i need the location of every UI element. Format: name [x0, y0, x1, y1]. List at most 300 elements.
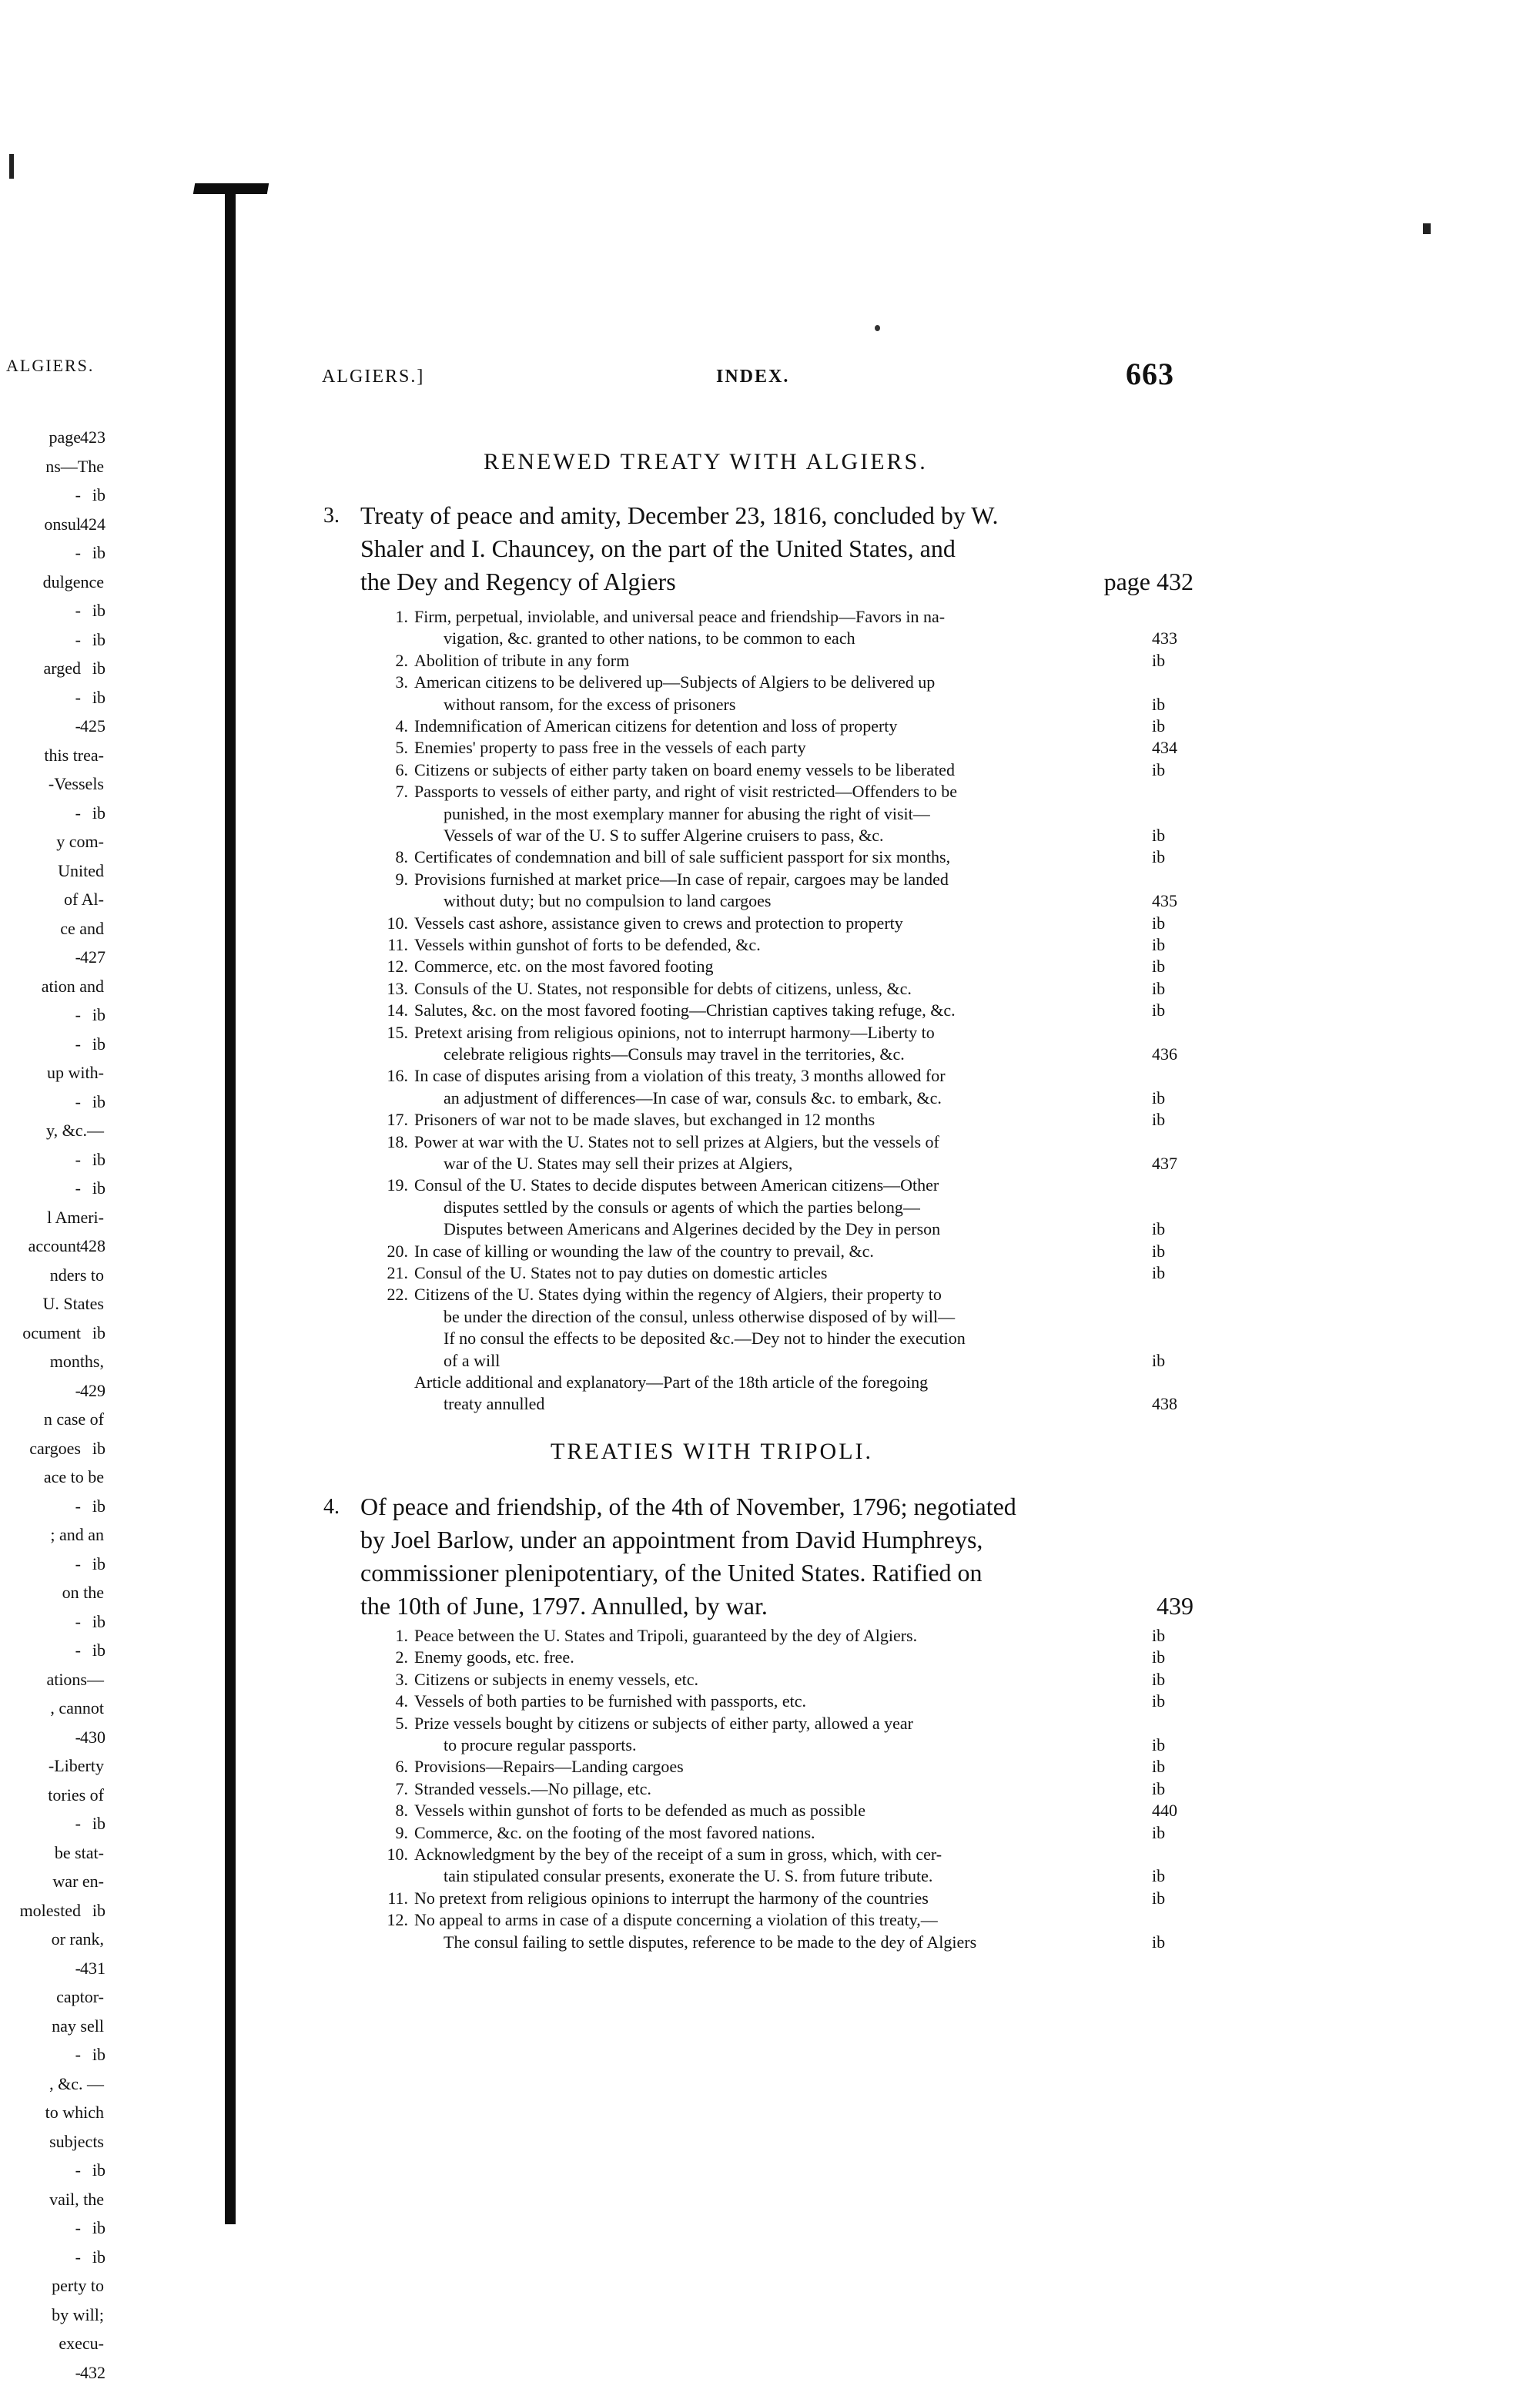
left-page-fragment — [0, 630, 104, 653]
article-text-line: Provisions furnished at market price—In case of repair, cargoes may be landed — [414, 869, 949, 889]
article-item — [377, 846, 1186, 868]
article-page-ref: ib — [1152, 1888, 1166, 1908]
left-page-fragment — [0, 1583, 104, 1606]
entry-text — [360, 1490, 1194, 1623]
entry-line: by Joel Barlow, under an appointment from David Humphreys, — [360, 1526, 983, 1553]
article-number: 9. — [395, 1822, 408, 1842]
left-page-fragment — [0, 2276, 104, 2299]
left-page-fragment — [0, 543, 104, 566]
article-number: 14. — [387, 1000, 408, 1020]
article-number: 11. — [387, 1888, 408, 1908]
left-fragment-text: - — [75, 2247, 81, 2267]
left-fragment-text: nders to — [49, 1265, 104, 1285]
article-item — [377, 1000, 1186, 1021]
left-fragment-ref: ib — [92, 2247, 105, 2267]
left-fragment-text: - — [75, 1380, 81, 1400]
article-number: 16. — [387, 1066, 408, 1086]
left-fragment-text: - — [75, 1958, 81, 1978]
left-page-fragment — [0, 977, 104, 1000]
entry-text — [360, 499, 1194, 598]
article-page-ref: ib — [1152, 1000, 1166, 1020]
left-page-fragment — [0, 688, 104, 711]
left-page-fragment — [0, 1728, 104, 1751]
left-fragment-text: by will; — [52, 2304, 104, 2324]
article-number: 1. — [395, 1626, 408, 1645]
left-page-fragment — [0, 2218, 104, 2241]
left-fragment-text: nay sell — [52, 2016, 104, 2036]
left-page-fragment — [0, 427, 104, 451]
entry-page-ref: 439 — [1157, 1592, 1194, 1620]
article-text-line: In case of disputes arising from a violation of this treaty, 3 months allowed for — [414, 1066, 946, 1086]
article-text-line: Abolition of tribute in any form — [414, 650, 630, 670]
left-page-fragment — [0, 1121, 104, 1144]
left-fragment-ref: ib — [92, 1438, 105, 1458]
left-page-fragment — [0, 1959, 104, 1982]
left-fragment-text: war en- — [52, 1872, 104, 1891]
left-page-fragment — [0, 1063, 104, 1086]
article-item — [377, 1909, 1186, 1953]
article-text-line: Provisions—Repairs—Landing cargoes — [414, 1757, 684, 1777]
article-text-line: If no consul the effects to be deposited &c.—Dey not to hinder the execution — [444, 1329, 966, 1349]
left-page-fragment — [0, 1496, 104, 1520]
article-text-line: of a will — [444, 1350, 500, 1370]
article-page-ref: ib — [1152, 694, 1166, 714]
article-text-line: Consul of the U. States not to pay duties on domestic articles — [414, 1263, 828, 1282]
left-fragment-text: -Liberty — [48, 1756, 104, 1775]
left-fragment-text: ; and an — [50, 1525, 104, 1544]
left-fragment-text: on the — [62, 1583, 104, 1602]
article-text-line: American citizens to be delivered up—Subjects of Algiers to be delivered up — [414, 672, 936, 692]
left-page-fragment — [0, 1236, 104, 1259]
left-fragment-text: dulgence — [42, 571, 104, 591]
entry-number: 3. — [323, 504, 340, 528]
article-text-line: Certificates of condemnation and bill of sale sufficient passport for six months, — [414, 847, 951, 867]
article-item — [377, 672, 1186, 715]
left-page-fragment — [0, 1640, 104, 1664]
ink-spot — [875, 325, 880, 331]
article-page-ref: ib — [1152, 759, 1166, 779]
article-page-ref: ib — [1152, 1219, 1166, 1239]
article-page-ref: ib — [1152, 825, 1166, 845]
article-text-line: Prisoners of war not to be made slaves, but exchanged in 12 months — [414, 1110, 875, 1130]
left-page-fragment — [0, 1005, 104, 1028]
left-fragment-text: ace to be — [43, 1467, 104, 1486]
left-page-fragment — [0, 919, 104, 942]
article-item — [377, 1691, 1186, 1712]
left-fragment-text: - — [75, 947, 81, 967]
left-fragment-ref: ib — [92, 601, 105, 620]
left-fragment-ref: ib — [92, 658, 105, 678]
left-fragment-ref: 430 — [80, 1727, 105, 1747]
left-fragment-text: arged — [43, 658, 81, 678]
left-fragment-ref: ib — [92, 1814, 105, 1833]
left-page-fragment — [0, 1987, 104, 2010]
article-item — [377, 606, 1186, 650]
section-heading-algiers: RENEWED TREATY WITH ALGIERS. — [484, 449, 928, 474]
left-fragment-text: - — [75, 629, 81, 649]
article-number: 4. — [395, 1691, 408, 1711]
article-page-ref: ib — [1152, 1647, 1166, 1667]
article-text-line: Acknowledgment by the bey of the receipt of a sum in gross, which, with cer- — [414, 1845, 942, 1864]
article-text-line: The consul failing to settle disputes, reference to be made to the dey of Algiers — [444, 1932, 977, 1952]
entry-line-text: the 10th of June, 1797. Annulled, by war. — [360, 1592, 768, 1620]
left-page-fragment — [0, 1265, 104, 1289]
left-fragment-ref: 428 — [80, 1236, 105, 1255]
article-item — [377, 1625, 1186, 1647]
article-text-line: tain stipulated consular presents, exonerate the U. S. from future tribute. — [444, 1866, 933, 1886]
article-page-ref: 435 — [1152, 891, 1177, 911]
left-fragment-ref: 429 — [80, 1380, 105, 1400]
article-number: 1. — [395, 607, 408, 626]
left-fragment-text: ation and — [41, 976, 104, 996]
article-page-ref: ib — [1152, 1110, 1166, 1130]
article-text-line: Vessels of both parties to be furnished with passports, etc. — [414, 1691, 806, 1711]
article-text-line: Pretext arising from religious opinions, not to interrupt harmony—Liberty to — [414, 1022, 935, 1042]
left-fragment-ref: 427 — [80, 947, 105, 967]
left-page-fragment — [0, 774, 104, 797]
left-fragment-text: ocument — [22, 1322, 81, 1342]
left-fragment-ref: ib — [92, 1091, 105, 1111]
article-text-line: Firm, perpetual, inviolable, and universal peace and friendship—Favors in na- — [414, 607, 946, 626]
article-item — [377, 1844, 1186, 1888]
article-number: 5. — [395, 1713, 408, 1733]
left-page-fragment — [0, 1467, 104, 1490]
left-fragment-text: account — [28, 1236, 81, 1255]
left-page-fragment — [0, 803, 104, 826]
left-fragment-text: be stat- — [54, 1842, 104, 1862]
article-text-line: celebrate religious rights—Consuls may travel in the territories, &c. — [444, 1044, 905, 1064]
article-text-line: No pretext from religious opinions to interrupt the harmony of the countries — [414, 1888, 929, 1908]
left-fragment-text: - — [75, 1005, 81, 1024]
article-text-line: Power at war with the U. States not to sell prizes at Algiers, but the vessels of — [414, 1131, 939, 1151]
article-page-ref: ib — [1152, 1241, 1166, 1261]
left-fragment-text: - — [75, 803, 81, 823]
article-page-ref: ib — [1152, 957, 1166, 977]
left-fragment-text: n case of — [43, 1409, 104, 1429]
left-fragment-ref: ib — [92, 485, 105, 504]
article-item — [377, 1109, 1186, 1131]
article-text-line: Vessels cast ashore, assistance given to crews and protection to property — [414, 913, 903, 933]
article-text-line: Disputes between Americans and Algerines decided by the Dey in person — [444, 1219, 941, 1239]
article-page-ref: ib — [1152, 1626, 1166, 1645]
left-fragment-text: - — [75, 716, 81, 736]
article-number: 18. — [387, 1131, 408, 1151]
article-number: 8. — [395, 847, 408, 867]
article-number: 7. — [395, 1778, 408, 1798]
article-number: 7. — [395, 782, 408, 802]
left-fragment-ref: ib — [92, 803, 105, 823]
left-fragment-text: - — [75, 1553, 81, 1573]
article-page-ref: 437 — [1152, 1153, 1177, 1173]
article-item — [377, 1669, 1186, 1691]
article-item — [377, 781, 1186, 846]
article-item — [377, 759, 1186, 781]
article-number: 10. — [387, 913, 408, 933]
left-page-fragment — [0, 2045, 104, 2068]
article-page-ref: ib — [1152, 1866, 1166, 1886]
article-page-ref: ib — [1152, 1087, 1166, 1108]
article-page-ref: 434 — [1152, 738, 1177, 758]
left-page-fragment — [0, 716, 104, 739]
article-item — [377, 1284, 1186, 1372]
left-fragment-ref: ib — [92, 687, 105, 707]
article-text-line: Passports to vessels of either party, and right of visit restricted—Offenders to be — [414, 782, 958, 802]
left-fragment-ref: ib — [92, 2045, 105, 2064]
left-page-fragment — [0, 2132, 104, 2155]
left-page-fragment — [0, 832, 104, 855]
left-page-fragment — [0, 1785, 104, 1808]
left-page-fragment — [0, 1323, 104, 1346]
left-fragment-text: subjects — [49, 2131, 104, 2151]
left-page-fragment — [0, 2334, 104, 2357]
article-text-line: Citizens or subjects of either party taken on board enemy vessels to be liberated — [414, 759, 955, 779]
left-page-fragment — [0, 2305, 104, 2328]
article-item — [377, 1022, 1186, 1066]
left-fragment-ref: ib — [92, 1553, 105, 1573]
article-page-ref: ib — [1152, 1691, 1166, 1711]
article-text-line: war of the U. States may sell their prizes at Algiers, — [444, 1153, 793, 1173]
left-page-fragment — [0, 1901, 104, 1924]
entry-page-ref: page 432 — [1103, 568, 1194, 595]
left-fragment-text: page — [49, 427, 81, 447]
article-number: 8. — [395, 1801, 408, 1821]
article-text-line: an adjustment of differences—In case of war, consuls &c. to embark, &c. — [444, 1087, 942, 1108]
article-item — [377, 913, 1186, 934]
left-page-fragment — [0, 1381, 104, 1404]
article-page-ref: 433 — [1152, 628, 1177, 648]
index-heading: INDEX. — [716, 367, 790, 387]
article-number: 19. — [387, 1175, 408, 1195]
article-number: 5. — [395, 738, 408, 758]
article-text-line: No appeal to arms in case of a dispute concerning a violation of this treaty,— — [414, 1910, 938, 1930]
left-page-fragment — [0, 485, 104, 508]
article-item — [377, 1372, 1186, 1416]
article-text-line: In case of killing or wounding the law of the country to prevail, &c. — [414, 1241, 874, 1261]
article-item — [377, 1756, 1186, 1778]
article-text-line: Peace between the U. States and Tripoli, guaranteed by the dey of Algiers. — [414, 1626, 918, 1645]
article-text-line: be under the direction of the consul, unless otherwise disposed of by will— — [444, 1306, 956, 1326]
left-page-fragment — [0, 2190, 104, 2213]
left-page-fragment — [0, 658, 104, 682]
entry-line — [360, 565, 1194, 598]
left-fragment-text: y com- — [56, 832, 104, 851]
left-page-fragment — [0, 1756, 104, 1779]
left-fragment-ref: 423 — [80, 427, 105, 447]
left-fragment-text: United — [58, 860, 104, 880]
article-text-line: Vessels of war of the U. S to suffer Algerine cruisers to pass, &c. — [444, 825, 884, 845]
article-page-ref: ib — [1152, 978, 1166, 998]
left-page-fragment — [0, 1034, 104, 1057]
left-page-fragment — [0, 2247, 104, 2270]
article-number: 12. — [387, 1910, 408, 1930]
left-fragment-text: ce and — [60, 918, 104, 938]
left-fragment-text: - — [75, 2218, 81, 2237]
article-page-ref: ib — [1152, 1932, 1166, 1952]
article-text-line: punished, in the most exemplary manner for abusing the right of visit— — [444, 803, 930, 823]
article-text-line: to procure regular passports. — [444, 1734, 637, 1754]
article-page-ref: ib — [1152, 1757, 1166, 1777]
article-text-line: Citizens or subjects in enemy vessels, etc. — [414, 1669, 699, 1689]
article-text-line: Vessels within gunshot of forts to be defended as much as possible — [414, 1801, 865, 1821]
ink-spot — [1423, 223, 1431, 234]
article-number: 21. — [387, 1263, 408, 1282]
left-page-fragment — [0, 1525, 104, 1548]
left-fragment-ref: ib — [92, 1034, 105, 1054]
left-page-fragment — [0, 1092, 104, 1115]
left-fragment-text: of Al- — [64, 890, 104, 909]
left-fragment-text: - — [75, 687, 81, 707]
article-text-line: vigation, &c. granted to other nations, to be common to each — [444, 628, 855, 648]
left-page-running-head: ALGIERS. — [6, 356, 95, 375]
article-item — [377, 1175, 1186, 1240]
left-page-fragment — [0, 1554, 104, 1577]
article-item — [377, 1800, 1186, 1821]
left-fragment-ref: 425 — [80, 716, 105, 736]
article-number: 3. — [395, 672, 408, 692]
left-fragment-text: up with- — [47, 1063, 104, 1082]
left-fragment-text: vail, the — [49, 2189, 104, 2209]
left-fragment-ref: ib — [92, 1611, 105, 1631]
article-item — [377, 1241, 1186, 1262]
entry-line: Shaler and I. Chauncey, on the part of the United States, and — [360, 535, 956, 562]
left-fragment-text: molested — [19, 1900, 81, 1920]
left-page-fragment — [0, 457, 104, 480]
left-page-fragment — [0, 2363, 104, 2386]
article-number: 2. — [395, 650, 408, 670]
left-fragment-ref: ib — [92, 1178, 105, 1198]
left-page-fragment — [0, 572, 104, 595]
left-fragment-text: - — [75, 1091, 81, 1111]
article-text-line: Stranded vessels.—No pillage, etc. — [414, 1778, 651, 1798]
article-page-ref: ib — [1152, 847, 1166, 867]
left-fragment-ref: ib — [92, 2218, 105, 2237]
left-fragment-text: - — [75, 1611, 81, 1631]
left-fragment-ref: ib — [92, 1322, 105, 1342]
article-number: 22. — [387, 1285, 408, 1305]
article-number: 12. — [387, 957, 408, 977]
article-page-ref: 436 — [1152, 1044, 1177, 1064]
binding-gutter — [225, 187, 236, 2224]
left-fragment-text: - — [75, 485, 81, 504]
article-text-line: Salutes, &c. on the most favored footing—Christian captives taking refuge, &c. — [414, 1000, 956, 1020]
article-item — [377, 737, 1186, 759]
article-number: 20. — [387, 1241, 408, 1261]
article-item — [377, 1262, 1186, 1284]
left-fragment-ref: 432 — [80, 2362, 105, 2382]
article-text-line: Consuls of the U. States, not responsible for debts of citizens, unless, &c. — [414, 978, 912, 998]
left-fragment-ref: ib — [92, 1496, 105, 1516]
section-heading-tripoli: TREATIES WITH TRIPOLI. — [551, 1439, 874, 1464]
article-number: 17. — [387, 1110, 408, 1130]
scan-mark — [9, 154, 14, 179]
article-page-ref: ib — [1152, 913, 1166, 933]
left-fragment-ref: 424 — [80, 514, 105, 534]
left-fragment-text: cargoes — [29, 1438, 81, 1458]
article-item — [377, 1778, 1186, 1800]
article-item — [377, 715, 1186, 737]
left-fragment-text: - — [75, 1727, 81, 1747]
left-fragment-text: - — [75, 601, 81, 620]
left-page-fragment — [0, 1814, 104, 1837]
left-fragment-text: -Vessels — [48, 774, 104, 793]
article-item — [377, 1822, 1186, 1844]
article-item — [377, 956, 1186, 977]
left-page-fragment — [0, 890, 104, 913]
left-fragment-text: , &c. — — [49, 2073, 104, 2093]
entry-line — [360, 1590, 1194, 1623]
article-item — [377, 1065, 1186, 1109]
page-number: 663 — [1126, 357, 1174, 391]
left-page-fragment — [0, 1843, 104, 1866]
article-page-ref: ib — [1152, 1350, 1166, 1370]
running-head: ALGIERS.] — [322, 367, 425, 387]
article-page-ref: ib — [1152, 935, 1166, 954]
article-number: 6. — [395, 1757, 408, 1777]
left-page-fragment — [0, 1872, 104, 1895]
left-page-fragment — [0, 601, 104, 624]
left-fragment-text: ations— — [46, 1669, 104, 1689]
article-text-line: Enemies' property to pass free in the vessels of each party — [414, 738, 806, 758]
article-item — [377, 869, 1186, 913]
left-page-fragment — [0, 1929, 104, 1952]
article-text-line: Article additional and explanatory—Part of the 18th article of the foregoing — [414, 1372, 929, 1392]
left-fragment-ref: ib — [92, 1900, 105, 1920]
article-page-ref: ib — [1152, 1263, 1166, 1282]
left-fragment-ref: ib — [92, 2160, 105, 2180]
left-fragment-text: - — [75, 1034, 81, 1054]
left-fragment-text: - — [75, 1178, 81, 1198]
left-page-fragment — [0, 2016, 104, 2039]
article-page-ref: ib — [1152, 1778, 1166, 1798]
left-fragment-ref: ib — [92, 629, 105, 649]
article-page-ref: ib — [1152, 1822, 1166, 1842]
left-page-fragment — [0, 514, 104, 538]
left-fragment-text: U. States — [42, 1294, 104, 1313]
article-text-line: Indemnification of American citizens for detention and loss of property — [414, 716, 898, 736]
article-number: 3. — [395, 1669, 408, 1689]
article-number: 15. — [387, 1022, 408, 1042]
left-fragment-text: - — [75, 1496, 81, 1516]
article-item — [377, 1888, 1186, 1909]
left-fragment-ref: 431 — [80, 1958, 105, 1978]
article-item — [377, 934, 1186, 956]
article-item — [377, 978, 1186, 1000]
article-text-line: Consul of the U. States to decide disputes between American citizens—Other — [414, 1175, 939, 1195]
left-fragment-ref: ib — [92, 1640, 105, 1660]
left-fragment-text: - — [75, 2160, 81, 2180]
left-fragment-text: tories of — [48, 1784, 104, 1805]
left-fragment-text: captor- — [56, 1987, 104, 2006]
article-number: 4. — [395, 716, 408, 736]
article-number: 10. — [387, 1845, 408, 1864]
left-page-fragment — [0, 861, 104, 884]
article-text-line: without ransom, for the excess of prisoners — [444, 694, 736, 714]
article-text-line: Enemy goods, etc. free. — [414, 1647, 574, 1667]
left-page-fragment — [0, 1698, 104, 1721]
article-text-line: Commerce, &c. on the footing of the most favored nations. — [414, 1822, 815, 1842]
left-fragment-ref: ib — [92, 1005, 105, 1024]
left-page-fragment — [0, 2160, 104, 2183]
left-page-fragment — [0, 1352, 104, 1375]
article-item — [377, 1713, 1186, 1757]
article-number: 11. — [387, 935, 408, 954]
article-page-ref: ib — [1152, 1669, 1166, 1689]
left-page-fragment — [0, 2103, 104, 2126]
article-page-ref: ib — [1152, 650, 1166, 670]
article-number: 13. — [387, 978, 408, 998]
left-fragment-text: perty to — [52, 2276, 104, 2295]
left-fragment-text: - — [75, 1640, 81, 1660]
